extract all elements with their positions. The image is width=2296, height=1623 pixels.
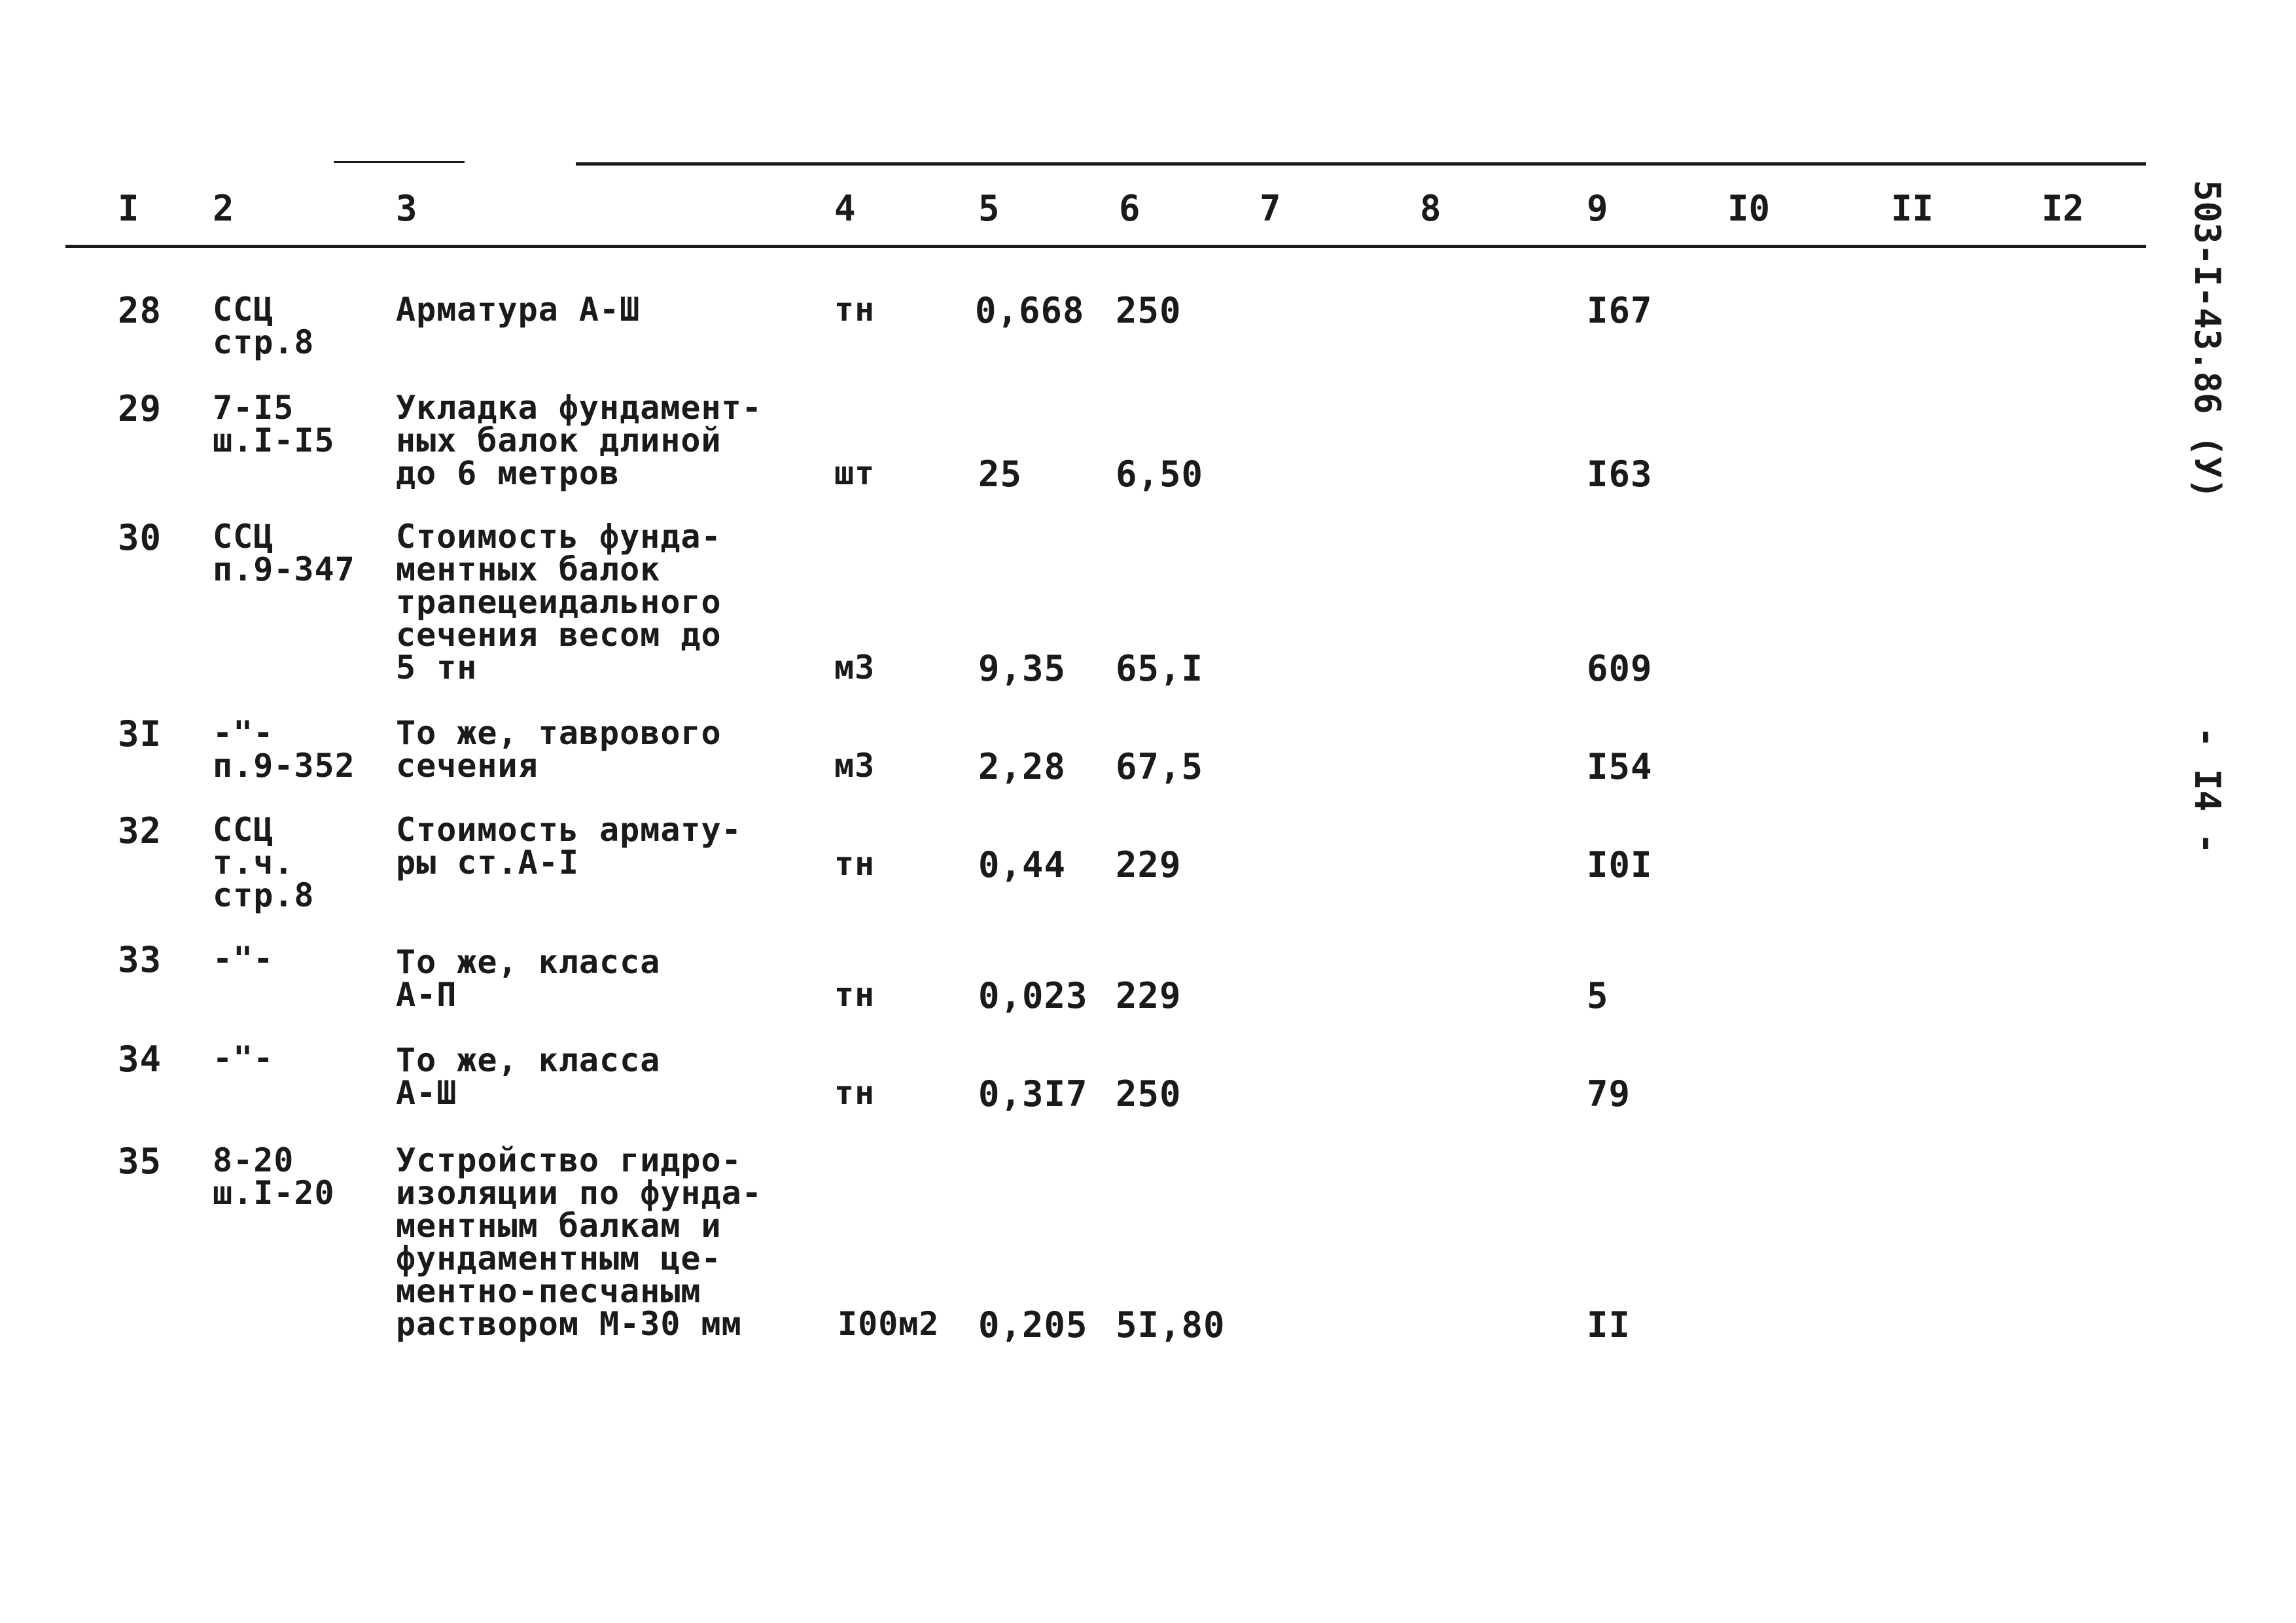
document-code: 503-I-43.86 (У) [2187, 180, 2228, 499]
row-29-total: I63 [1587, 454, 1653, 495]
row-31-price: 67,5 [1116, 746, 1204, 787]
col-header-2: 2 [213, 188, 234, 229]
row-32-no: 32 [118, 810, 162, 851]
col-header-5: 5 [978, 188, 1000, 229]
row-33-desc: То же, класса А-П [396, 943, 661, 1014]
row-35-no: 35 [118, 1141, 162, 1182]
row-33-unit: тн [834, 976, 875, 1014]
col-header-1: I [118, 188, 139, 229]
row-33-ref: -"- [213, 940, 274, 978]
row-33-total: 5 [1587, 975, 1609, 1016]
row-30-desc: Стоимость фунда- ментных балок трапецеидального сечения весом до 5 тн [396, 518, 722, 687]
row-31-desc: То же, таврового сечения [396, 714, 722, 785]
col-header-4: 4 [834, 188, 856, 229]
row-30-no: 30 [118, 517, 162, 558]
row-35-qty: 0,205 [978, 1304, 1088, 1346]
col-header-11: II [1891, 188, 1934, 229]
col-header-6: 6 [1119, 188, 1140, 229]
row-34-ref: -"- [213, 1039, 274, 1077]
row-34-unit: тн [834, 1074, 875, 1112]
col-header-7: 7 [1260, 188, 1281, 229]
row-34-desc: То же, класса А-Ш [396, 1041, 661, 1112]
row-29-desc: Укладка фундамент- ных балок длиной до 6 метров [396, 389, 762, 492]
row-33-no: 33 [118, 939, 162, 980]
row-34-price: 250 [1116, 1073, 1182, 1115]
row-28-price: 250 [1116, 290, 1182, 331]
row-32-unit: тн [834, 845, 875, 883]
row-35-desc: Устройство гидро- изоляции по фунда- ментным балкам и фундаментным це- ментно-песчаным раствором М-30 мм [396, 1141, 762, 1343]
row-32-ref: ССЦ т.ч. стр.8 [213, 811, 315, 914]
row-30-total: 609 [1587, 648, 1653, 689]
row-34-no: 34 [118, 1039, 162, 1080]
row-28-ref: ССЦ стр.8 [213, 291, 315, 361]
top-rule-left [334, 161, 465, 163]
row-31-unit: м3 [834, 747, 875, 785]
row-29-no: 29 [118, 388, 162, 429]
row-35-total: II [1587, 1304, 1631, 1346]
row-31-ref: -"- п.9-352 [213, 714, 355, 785]
row-30-unit: м3 [834, 649, 875, 687]
row-30-ref: ССЦ п.9-347 [213, 518, 355, 588]
row-30-qty: 9,35 [978, 648, 1067, 689]
row-29-qty: 25 [978, 454, 1023, 495]
row-29-price: 6,50 [1116, 454, 1204, 495]
row-35-unit: I00м2 [838, 1305, 940, 1343]
header-rule [65, 245, 2146, 248]
col-header-8: 8 [1420, 188, 1441, 229]
row-29-unit: шт [834, 454, 875, 492]
row-35-ref: 8-20 ш.I-20 [213, 1141, 335, 1212]
row-28-unit: тн [834, 291, 875, 329]
row-28-desc: Арматура А-Ш [396, 291, 641, 329]
row-31-no: 3I [118, 713, 162, 755]
col-header-12: I2 [2041, 188, 2085, 229]
row-31-qty: 2,28 [978, 746, 1067, 787]
row-32-total: I0I [1587, 844, 1653, 885]
page-number: - I4 - [2187, 726, 2228, 855]
row-33-price: 229 [1116, 975, 1182, 1016]
row-32-qty: 0,44 [978, 844, 1067, 885]
row-28-qty: 0,668 [975, 290, 1085, 331]
row-29-ref: 7-I5 ш.I-I5 [213, 389, 335, 459]
row-35-price: 5I,80 [1116, 1304, 1226, 1346]
top-rule [576, 162, 2146, 166]
row-32-desc: Стоимость армату- ры ст.А-I [396, 811, 742, 882]
col-header-3: 3 [396, 188, 417, 229]
col-header-10: I0 [1727, 188, 1771, 229]
row-31-total: I54 [1587, 746, 1653, 787]
row-34-total: 79 [1587, 1073, 1631, 1115]
row-32-price: 229 [1116, 844, 1182, 885]
col-header-9: 9 [1587, 188, 1608, 229]
row-34-qty: 0,3I7 [978, 1073, 1088, 1115]
row-30-price: 65,I [1116, 648, 1204, 689]
row-33-qty: 0,023 [978, 975, 1088, 1016]
row-28-no: 28 [118, 290, 162, 331]
row-28-total: I67 [1587, 290, 1653, 331]
